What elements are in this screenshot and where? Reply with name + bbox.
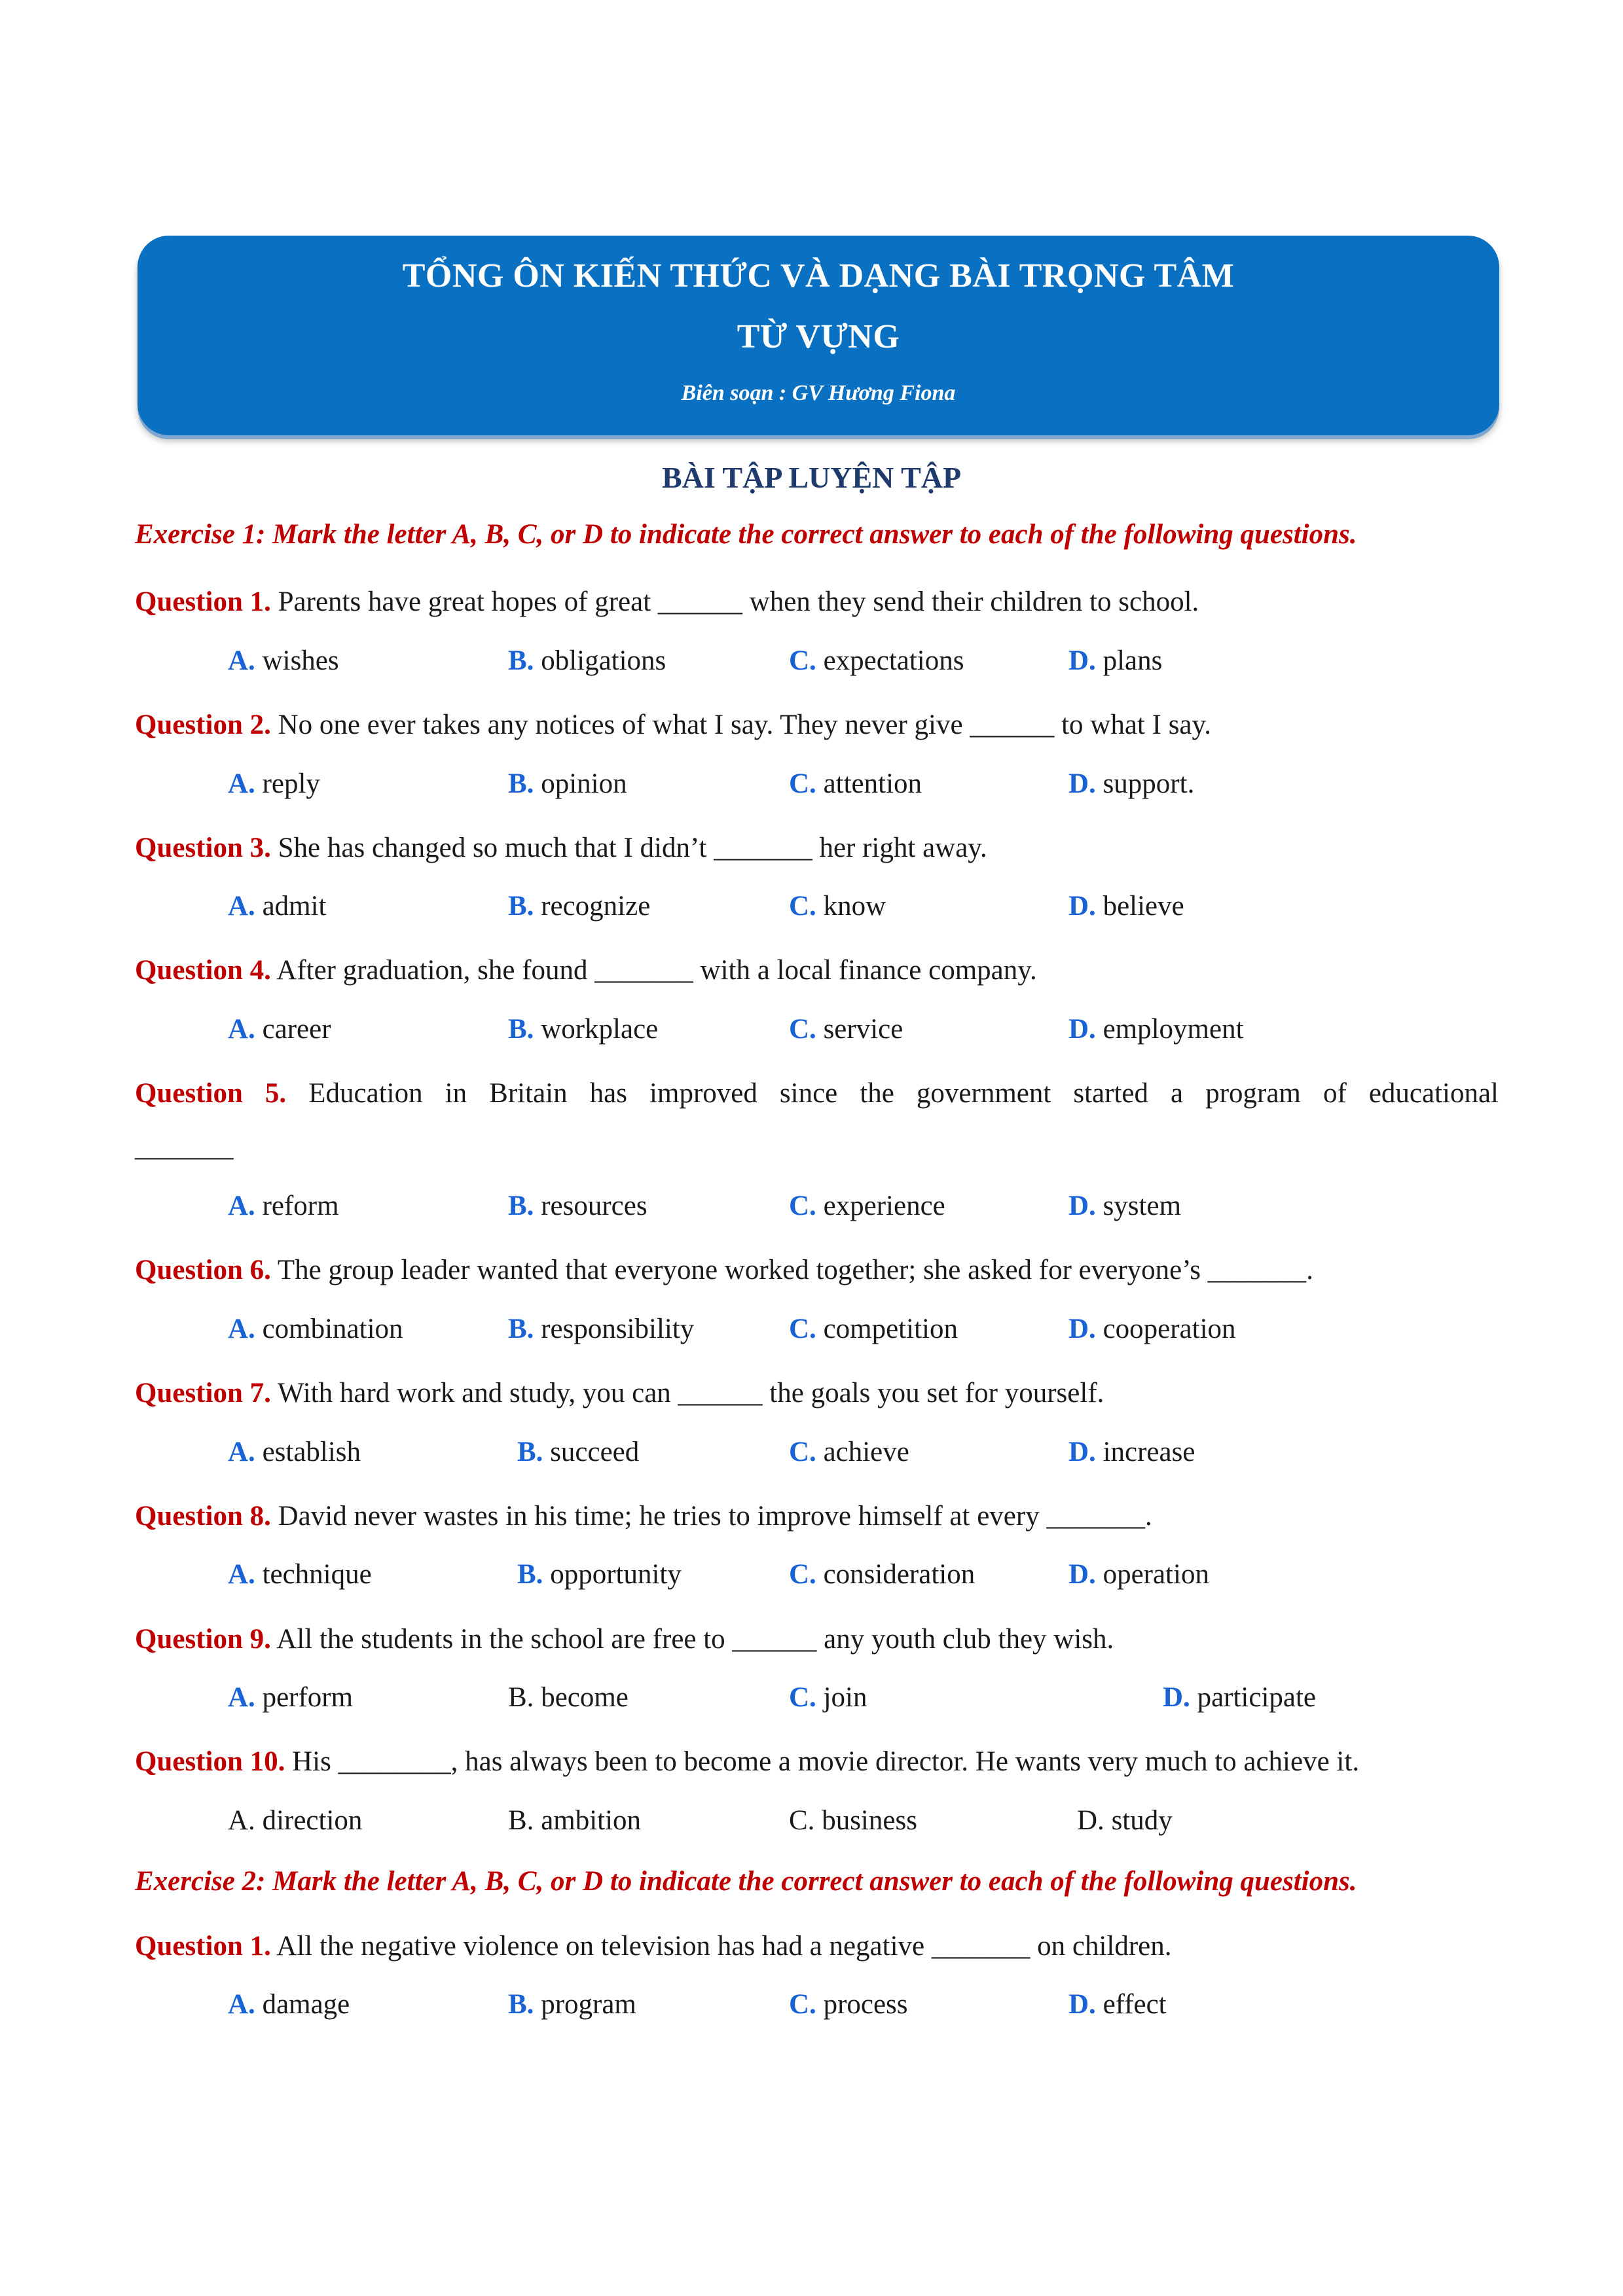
option-letter: D. bbox=[1068, 1014, 1096, 1045]
option-text: reply bbox=[262, 768, 320, 799]
question-text: His ________, has always been to become a movie director. He wants very much to achieve it. bbox=[292, 1746, 1360, 1777]
option-text: responsibility bbox=[541, 1314, 695, 1344]
option-text: resources bbox=[541, 1191, 647, 1221]
question-7 bbox=[135, 1363, 1499, 1424]
section-title: BÀI TẬP LUYỆN TẬP bbox=[661, 461, 962, 494]
option-d bbox=[1068, 1013, 1244, 1045]
option-letter: D. bbox=[1068, 891, 1096, 922]
option-text: experience bbox=[823, 1191, 945, 1221]
question-text: After graduation, she found _______ with a local finance company. bbox=[276, 955, 1037, 986]
option-d bbox=[1077, 1804, 1173, 1837]
option-letter: D. bbox=[1068, 1314, 1096, 1344]
question-text: David never wastes in his time; he tries to improve himself at every _______. bbox=[278, 1501, 1152, 1532]
option-letter: A. bbox=[228, 1437, 255, 1467]
option-letter: A. bbox=[228, 768, 255, 799]
option-text: recognize bbox=[541, 891, 651, 922]
question-text: The group leader wanted that everyone worked together; she asked for everyone’s _______. bbox=[277, 1255, 1313, 1285]
question-label: Question 3. bbox=[135, 833, 271, 863]
option-text: combination bbox=[262, 1314, 403, 1344]
question-text: Parents have great hopes of great ______ when they send their children to school. bbox=[278, 586, 1199, 617]
option-letter: A. bbox=[228, 891, 255, 922]
option-letter: A. bbox=[228, 1805, 255, 1836]
option-c bbox=[789, 1681, 867, 1713]
option-a bbox=[228, 768, 320, 800]
option-letter: D. bbox=[1163, 1682, 1190, 1713]
option-letter: D. bbox=[1068, 1437, 1096, 1467]
option-b bbox=[508, 1681, 629, 1713]
option-b bbox=[508, 645, 666, 677]
option-letter: B. bbox=[508, 645, 534, 676]
option-text: become bbox=[541, 1682, 629, 1713]
question-text: No one ever takes any notices of what I say. They never give ______ to what I say. bbox=[278, 709, 1211, 740]
option-letter: D. bbox=[1068, 1559, 1096, 1590]
option-text: join bbox=[823, 1682, 867, 1713]
option-d bbox=[1068, 768, 1194, 800]
option-a bbox=[228, 1558, 372, 1590]
option-text: cooperation bbox=[1103, 1314, 1236, 1344]
option-text: study bbox=[1111, 1805, 1173, 1836]
option-text: attention bbox=[823, 768, 922, 799]
option-text: expectations bbox=[823, 645, 964, 676]
option-b bbox=[508, 1190, 647, 1222]
option-text: service bbox=[823, 1014, 903, 1045]
option-letter: D. bbox=[1068, 645, 1096, 676]
question-text: She has changed so much that I didn’t _______ her right away. bbox=[278, 833, 987, 863]
question-label: Question 2. bbox=[135, 709, 271, 740]
option-b bbox=[508, 1013, 658, 1045]
question-text: Education in Britain has improved since the government started a program of educational bbox=[308, 1078, 1499, 1109]
option-c bbox=[789, 645, 964, 677]
option-d bbox=[1068, 1558, 1209, 1590]
option-text: plans bbox=[1103, 645, 1163, 676]
option-a bbox=[228, 645, 339, 677]
option-text: business bbox=[822, 1805, 917, 1836]
question-label: Question 8. bbox=[135, 1501, 271, 1532]
option-b bbox=[508, 1988, 636, 2020]
option-a bbox=[228, 1436, 361, 1468]
header-banner bbox=[137, 236, 1499, 435]
option-text: opportunity bbox=[550, 1559, 682, 1590]
option-text: damage bbox=[262, 1989, 350, 2020]
option-c bbox=[789, 1313, 958, 1345]
option-letter: A. bbox=[228, 1559, 255, 1590]
option-c bbox=[789, 1804, 917, 1837]
option-b bbox=[508, 768, 627, 800]
question-2 bbox=[135, 694, 1499, 756]
question-6 bbox=[135, 1240, 1499, 1301]
option-text: direction bbox=[262, 1805, 363, 1836]
option-b bbox=[517, 1436, 639, 1468]
option-c bbox=[789, 1190, 945, 1222]
option-text: operation bbox=[1103, 1559, 1209, 1590]
option-text: competition bbox=[823, 1314, 958, 1344]
option-c bbox=[789, 890, 886, 922]
question-label: Question 10. bbox=[135, 1746, 285, 1777]
option-letter: C. bbox=[789, 645, 816, 676]
question-10 bbox=[135, 1731, 1499, 1793]
option-text: wishes bbox=[262, 645, 339, 676]
option-letter: C. bbox=[789, 1805, 815, 1836]
option-letter: C. bbox=[789, 1989, 816, 2020]
banner-title-line1: TỔNG ÔN KIẾN THỨC VÀ DẠNG BÀI TRỌNG TÂM bbox=[402, 257, 1235, 295]
option-text: know bbox=[823, 891, 886, 922]
option-letter: B. bbox=[508, 1805, 534, 1836]
option-letter: A. bbox=[228, 1314, 255, 1344]
option-b bbox=[517, 1558, 682, 1590]
option-text: process bbox=[823, 1989, 908, 2020]
option-b bbox=[508, 1804, 641, 1837]
question-label: Question 9. bbox=[135, 1624, 271, 1655]
option-c bbox=[789, 1988, 908, 2020]
option-letter: C. bbox=[789, 891, 816, 922]
option-d bbox=[1068, 1988, 1167, 2020]
option-letter: B. bbox=[508, 891, 534, 922]
option-a bbox=[228, 1988, 350, 2020]
option-a bbox=[228, 1804, 362, 1837]
option-text: believe bbox=[1103, 891, 1184, 922]
option-text: perform bbox=[262, 1682, 354, 1713]
question-text: With hard work and study, you can ______ the goals you set for yourself. bbox=[277, 1378, 1104, 1408]
option-b bbox=[508, 890, 650, 922]
option-text: technique bbox=[262, 1559, 372, 1590]
option-letter: C. bbox=[789, 1437, 816, 1467]
option-text: opinion bbox=[541, 768, 627, 799]
question-text: All the students in the school are free to ______ any youth club they wish. bbox=[276, 1624, 1114, 1655]
option-d bbox=[1163, 1681, 1316, 1713]
option-d bbox=[1068, 645, 1162, 677]
option-letter: A. bbox=[228, 1682, 255, 1713]
option-text: effect bbox=[1103, 1989, 1167, 2020]
option-text: obligations bbox=[541, 645, 666, 676]
option-c bbox=[789, 1013, 903, 1045]
option-c bbox=[789, 1558, 975, 1590]
question-label: Question 1. bbox=[135, 586, 271, 617]
option-letter: D. bbox=[1068, 768, 1096, 799]
option-letter: A. bbox=[228, 1989, 255, 2020]
option-letter: C. bbox=[789, 1682, 816, 1713]
option-letter: D. bbox=[1068, 1989, 1096, 2020]
question-label: Question 6. bbox=[135, 1255, 271, 1285]
option-d bbox=[1068, 1190, 1181, 1222]
question-label: Question 4. bbox=[135, 955, 271, 986]
option-c bbox=[789, 1436, 909, 1468]
option-letter: B. bbox=[508, 1314, 534, 1344]
option-letter: B. bbox=[508, 1989, 534, 2020]
option-letter: B. bbox=[508, 768, 534, 799]
option-text: admit bbox=[262, 891, 327, 922]
option-text: achieve bbox=[823, 1437, 909, 1467]
option-letter: A. bbox=[228, 645, 255, 676]
option-d bbox=[1068, 1313, 1236, 1345]
option-letter: C. bbox=[789, 768, 816, 799]
question-text-continued: _______ bbox=[135, 1132, 234, 1162]
option-text: workplace bbox=[541, 1014, 659, 1045]
question-4 bbox=[135, 940, 1499, 1001]
exercise-2-question-1 bbox=[135, 1916, 1499, 1977]
option-a bbox=[228, 1313, 403, 1345]
option-b bbox=[508, 1313, 694, 1345]
option-d bbox=[1068, 890, 1184, 922]
question-5 bbox=[135, 1064, 1499, 1123]
exercise-2-instruction: Exercise 2: Mark the letter A, B, C, or D to indicate the correct answer to each of the following questions. bbox=[135, 1866, 1357, 1897]
option-letter: C. bbox=[789, 1314, 816, 1344]
option-letter: D. bbox=[1068, 1191, 1096, 1221]
option-letter: A. bbox=[228, 1014, 255, 1045]
option-text: program bbox=[541, 1989, 636, 2020]
question-1 bbox=[135, 571, 1499, 633]
question-9 bbox=[135, 1609, 1499, 1670]
question-5-blank bbox=[135, 1117, 1499, 1178]
option-letter: B. bbox=[517, 1437, 543, 1467]
question-label: Question 1. bbox=[135, 1931, 271, 1962]
option-letter: C. bbox=[789, 1191, 816, 1221]
option-letter: C. bbox=[789, 1559, 816, 1590]
question-3 bbox=[135, 817, 1499, 879]
option-text: increase bbox=[1103, 1437, 1195, 1467]
question-label: Question 5. bbox=[135, 1078, 287, 1109]
option-text: reform bbox=[262, 1191, 339, 1221]
exercise-1-instruction: Exercise 1: Mark the letter A, B, C, or D to indicate the correct answer to each of the following questions. bbox=[135, 519, 1357, 550]
option-letter: B. bbox=[508, 1682, 534, 1713]
option-a bbox=[228, 1190, 339, 1222]
option-letter: C. bbox=[789, 1014, 816, 1045]
question-label: Question 7. bbox=[135, 1378, 271, 1408]
banner-title-line2: TỪ VỰNG bbox=[737, 318, 900, 355]
option-a bbox=[228, 890, 327, 922]
option-text: establish bbox=[262, 1437, 361, 1467]
option-text: career bbox=[262, 1014, 331, 1045]
option-text: system bbox=[1103, 1191, 1182, 1221]
banner-author: Biên soạn : GV Hương Fiona bbox=[681, 381, 956, 405]
option-letter: A. bbox=[228, 1191, 255, 1221]
option-text: participate bbox=[1197, 1682, 1317, 1713]
option-text: ambition bbox=[541, 1805, 642, 1836]
option-a bbox=[228, 1013, 331, 1045]
option-text: employment bbox=[1103, 1014, 1244, 1045]
question-8 bbox=[135, 1486, 1499, 1547]
question-text: All the negative violence on television has had a negative _______ on children. bbox=[276, 1931, 1172, 1962]
option-letter: B. bbox=[517, 1559, 543, 1590]
option-text: consideration bbox=[823, 1559, 976, 1590]
option-letter: D. bbox=[1077, 1805, 1104, 1836]
option-letter: B. bbox=[508, 1191, 534, 1221]
option-text: succeed bbox=[550, 1437, 640, 1467]
option-text: support. bbox=[1103, 768, 1195, 799]
option-c bbox=[789, 768, 922, 800]
option-d bbox=[1068, 1436, 1195, 1468]
option-letter: B. bbox=[508, 1014, 534, 1045]
option-a bbox=[228, 1681, 353, 1713]
